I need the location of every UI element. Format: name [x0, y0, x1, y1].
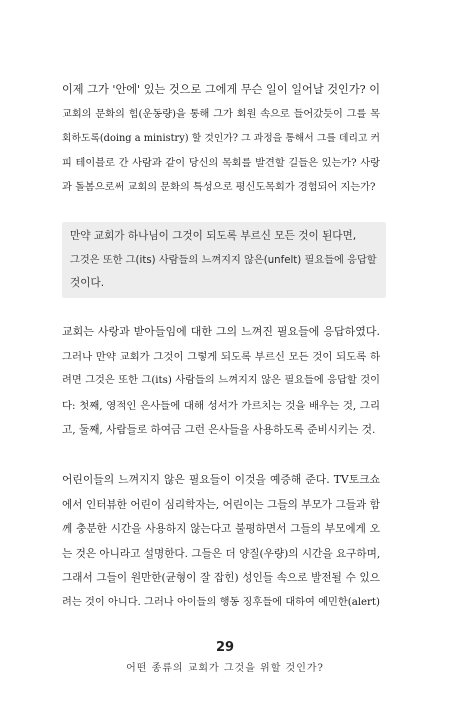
text-line: 고, 둘째, 사람들로 하여금 그런 은사들을 사용하도록 준비시키는 것.	[62, 424, 376, 436]
text-line: 려는 것이 아니다. 그러나 아이들의 행동 징후들에 대하여 예민한(alert)	[62, 596, 380, 608]
text-line: 교회의 문화의 힘(운동량)을 통해 그가 회원 속으로 들어갔듯이 그를 목	[62, 108, 380, 120]
paragraph-2	[62, 320, 380, 443]
running-title: 어떤 종류의 교회가 그것을 위할 것인가?	[126, 663, 324, 674]
highlighted-quote-box	[62, 222, 386, 298]
quote-line: 그것은 또한 그(its) 사람들의 느껴지지 않은(unfelt) 필요들에 응답할	[70, 255, 377, 266]
paragraph-3	[62, 468, 380, 615]
text-line: 그러나 만약 교회가 그것이 그렇게 되도록 부르신 모든 것이 되도록 하	[62, 350, 380, 363]
quote-line: 만약 교회가 하나님이 그것이 되도록 부르신 모든 것이 된다면,	[70, 230, 357, 242]
text-line: 교회는 사랑과 받아들임에 대한 그의 느껴진 필요들에 응답하였다.	[62, 325, 380, 338]
page-number: 29	[215, 640, 235, 655]
text-line: 과 돌봄으로써 교회의 문화의 특성으로 평신도목회가 경험되어 지는가?	[62, 182, 376, 193]
text-line: 다: 첫째, 영적인 은사들에 대해 성서가 가르치는 것을 배우는 것, 그리	[62, 399, 380, 412]
text-line: 피 테이블로 간 사람과 같이 당신의 목회를 발견할 길들은 있는가? 사랑	[62, 157, 380, 169]
text-line: 는 것은 아니라고 설명한다. 그들은 더 양질(우량)의 시간을 요구하며,	[62, 547, 381, 560]
text-line: 그래서 그들이 원만한(균형이 잘 잡힌) 성인들 속으로 발전될 수 있으	[62, 572, 380, 584]
text-line: 께 충분한 시간을 사용하지 않는다고 불평하면서 그들의 부모에게 오	[62, 523, 380, 535]
text-line: 려면 그것은 또한 그(its) 사람들의 느껴지지 않은 필요들에 응답할 것이	[62, 375, 380, 386]
text-line: 어린이들의 느껴지지 않은 필요들이 이것을 예증해 준다. TV토크쇼	[62, 473, 380, 486]
paragraph-1	[62, 78, 380, 201]
text-line: 에서 인터뷰한 어린이 심리학자는, 어린이는 그들의 부모가 그들과 함	[62, 498, 380, 511]
text-line: 회하도록(doing a ministry) 할 것인가? 그 과정을 통해서 그를 데리고 커	[62, 133, 380, 144]
quote-line: 것이다.	[70, 277, 105, 289]
text-line: 이제 그가 '안에' 있는 것으로 그에게 무슨 일이 일어날 것인가? 이	[62, 83, 380, 96]
